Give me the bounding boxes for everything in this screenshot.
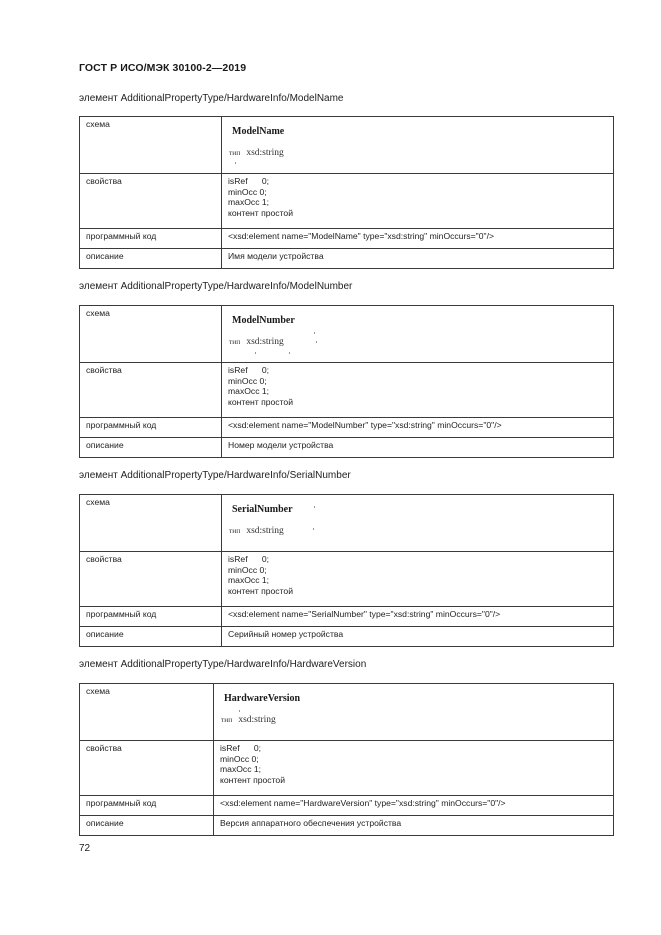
schema-element-name: ModelNumber — [232, 315, 295, 326]
code-label: программный код — [80, 418, 222, 438]
schema-element-type — [221, 715, 276, 726]
scan-dot — [289, 352, 290, 354]
schema-element-name: HardwareVersion — [224, 693, 301, 704]
properties-value — [222, 552, 614, 607]
section-caption: элемент AdditionalPropertyType/HardwareInfo/ModelName — [79, 93, 344, 104]
prop-maxocc: maxOcc 1; — [228, 197, 270, 207]
type-value: xsd:string — [246, 337, 284, 347]
properties-label: свойства — [80, 174, 222, 229]
scan-dot — [255, 352, 256, 354]
prop-content: контент простой — [220, 774, 285, 785]
type-value: xsd:string — [238, 715, 276, 725]
scan-dot — [314, 506, 315, 508]
prop-minocc: minOcc 0; — [228, 564, 267, 575]
description-label: описание — [80, 249, 222, 269]
description-value: Версия аппаратного обеспечения устройства — [214, 816, 614, 836]
type-value: xsd:string — [246, 526, 284, 536]
description-value: Номер модели устройства — [222, 438, 614, 458]
schema-element-name: SerialNumber — [232, 504, 293, 515]
description-label: описание — [80, 627, 222, 647]
element-table — [79, 116, 614, 269]
schema-element-type — [229, 526, 284, 537]
schema-diagram — [222, 306, 614, 363]
schema-label: схема — [80, 684, 214, 741]
type-value: xsd:string — [246, 148, 284, 158]
prop-minocc: minOcc 0; — [228, 186, 267, 197]
code-label: программный код — [80, 607, 222, 627]
schema-element-type — [229, 148, 284, 159]
properties-label: свойства — [80, 552, 222, 607]
schema-diagram — [214, 684, 614, 741]
schema-element-name: ModelName — [232, 126, 285, 137]
code-label: программный код — [80, 796, 214, 816]
properties-value — [222, 174, 614, 229]
description-value: Имя модели устройства — [222, 249, 614, 269]
properties-label: свойства — [80, 363, 222, 418]
prop-content: контент простой — [228, 396, 293, 407]
code-value: <xsd:element name="ModelNumber" type="xsd:string" minOccurs="0"/> — [222, 418, 614, 438]
code-value: <xsd:element name="SerialNumber" type="xsd:string" minOccurs="0"/> — [222, 607, 614, 627]
prop-content: контент простой — [228, 207, 293, 218]
schema-label: схема — [80, 306, 222, 363]
description-label: описание — [80, 438, 222, 458]
type-label: тип — [229, 526, 241, 535]
prop-maxocc: maxOcc 1; — [228, 575, 270, 585]
code-value: <xsd:element name="ModelName" type="xsd:string" minOccurs="0"/> — [222, 229, 614, 249]
description-label: описание — [80, 816, 214, 836]
scan-dot — [239, 710, 240, 712]
page-number: 72 — [79, 843, 91, 854]
prop-maxocc: maxOcc 1; — [220, 764, 262, 774]
type-label: тип — [229, 148, 241, 157]
prop-minocc: minOcc 0; — [228, 375, 267, 386]
schema-diagram — [222, 495, 614, 552]
properties-label: свойства — [80, 741, 214, 796]
type-label: тип — [221, 715, 233, 724]
section-caption: элемент AdditionalPropertyType/HardwareInfo/HardwareVersion — [79, 659, 367, 670]
section-caption: элемент AdditionalPropertyType/HardwareInfo/SerialNumber — [79, 470, 351, 481]
scan-dot — [314, 332, 315, 334]
prop-isref: isRef 0; — [228, 554, 270, 564]
type-label: тип — [229, 337, 241, 346]
properties-value — [214, 741, 614, 796]
schema-element-type — [229, 337, 284, 348]
code-label: программный код — [80, 229, 222, 249]
prop-isref: isRef 0; — [228, 365, 270, 375]
description-value: Серийный номер устройства — [222, 627, 614, 647]
element-table — [79, 305, 614, 458]
document-header: ГОСТ Р ИСО/МЭК 30100-2—2019 — [79, 62, 247, 74]
section-caption: элемент AdditionalPropertyType/HardwareInfo/ModelNumber — [79, 281, 353, 292]
prop-maxocc: maxOcc 1; — [228, 386, 270, 396]
schema-label: схема — [80, 495, 222, 552]
element-table — [79, 494, 614, 647]
element-table — [79, 683, 614, 836]
properties-value — [222, 363, 614, 418]
prop-isref: isRef 0; — [228, 176, 270, 186]
schema-diagram — [222, 117, 614, 174]
prop-minocc: minOcc 0; — [220, 753, 259, 764]
scan-dot — [316, 341, 317, 343]
scan-dot — [235, 162, 236, 164]
prop-content: контент простой — [228, 585, 293, 596]
schema-label: схема — [80, 117, 222, 174]
code-value: <xsd:element name="HardwareVersion" type="xsd:string" minOccurs="0"/> — [214, 796, 614, 816]
prop-isref: isRef 0; — [220, 743, 262, 753]
scan-dot — [313, 528, 314, 530]
